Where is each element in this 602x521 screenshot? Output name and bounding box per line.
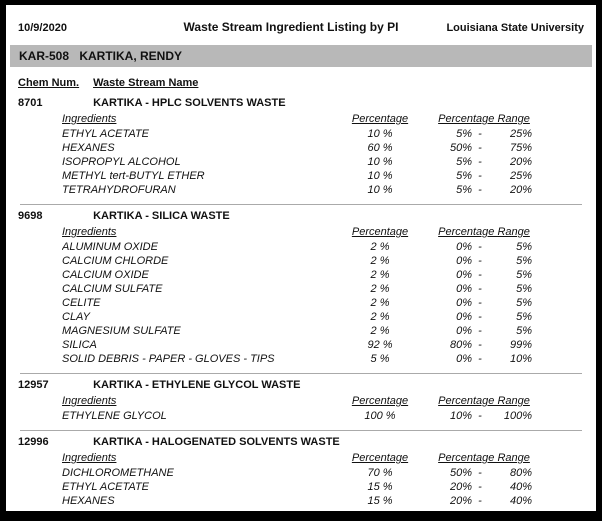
range-low: 20% [449,495,472,507]
ingredient-percentage: 2 % [370,325,390,337]
waste-stream-name: KARTIKA - ETHYLENE GLYCOL WASTE [93,379,301,391]
report-header [6,5,596,34]
ingredient-rows [6,410,596,424]
ingredient-name: CALCIUM SULFATE [62,283,163,295]
range-low: 5% [456,156,472,168]
range-high: 5% [516,297,532,309]
column-header-row [6,452,596,467]
range-high: 5% [516,241,532,253]
range-high: 25% [509,170,532,182]
section-divider [20,430,582,431]
ingredient-percentage-range [436,128,532,142]
ingredients-column-header: Ingredients [62,452,117,464]
range-high: 99% [509,339,532,351]
ingredient-percentage: 2 % [370,255,390,267]
range-dash: - [478,311,482,323]
section-title-row [6,436,596,450]
ingredient-name: CALCIUM OXIDE [62,269,149,281]
ingredient-name: TETRAHYDROFURAN [62,184,176,196]
range-high: 20% [509,184,532,196]
range-high: 40% [509,495,532,507]
ingredient-percentage: 10 % [367,170,393,182]
range-low: 0% [456,269,472,281]
range-dash: - [478,481,482,493]
ingredient-row [6,410,596,424]
ingredient-name: SOLID DEBRIS - PAPER - GLOVES - TIPS [62,353,275,365]
range-dash: - [478,410,482,422]
percentage-column-header: Percentage [351,226,409,238]
range-low: 80% [449,339,472,351]
ingredient-percentage-range [436,283,532,297]
ingredient-percentage: 60 % [367,142,393,154]
ingredient-name: ETHYL ACETATE [62,128,150,140]
ingredient-row [6,241,596,255]
range-high: 25% [509,128,532,140]
ingredient-percentage: 2 % [370,297,390,309]
waste-stream-section [6,436,596,516]
chem-num: 12957 [18,379,49,391]
ingredient-row [6,128,596,142]
report-date: 10/9/2020 [18,22,67,34]
ingredients-column-header: Ingredients [62,113,117,125]
range-dash: - [478,170,482,182]
range-high: 80% [509,467,532,479]
chem-num-column-header: Chem Num. [18,77,80,89]
ingredient-percentage-range [436,255,532,269]
ingredients-column-header: Ingredients [62,395,117,407]
range-high: 20% [509,156,532,168]
ingredient-name: HEXANES [62,495,115,507]
ingredient-row [6,339,596,353]
ingredient-percentage-range [436,297,532,311]
range-dash: - [478,142,482,154]
ingredient-percentage: 15 % [367,495,393,507]
range-dash: - [478,339,482,351]
waste-stream-section [6,97,596,205]
pi-header-bar [10,45,592,67]
chem-num: 12996 [18,436,49,448]
range-dash: - [478,297,482,309]
ingredient-row [6,156,596,170]
pi-name: KARTIKA, RENDY [79,49,183,63]
waste-stream-sections [6,97,596,516]
range-low: 0% [456,353,472,365]
ingredient-name: ISOPROPYL ALCOHOL [62,156,181,168]
range-low: 50% [449,142,472,154]
ingredient-percentage-range [436,481,532,495]
waste-stream-name-column-header: Waste Stream Name [93,77,199,89]
report-title: Waste Stream Ingredient Listing by PI [183,20,399,34]
column-header-row [6,395,596,410]
range-low: 20% [449,481,472,493]
ingredient-percentage: 100 % [364,410,396,422]
range-dash: - [478,156,482,168]
range-high: 10% [509,353,532,365]
range-dash: - [478,269,482,281]
range-low: 0% [456,283,472,295]
ingredient-row [6,353,596,367]
ingredient-percentage-range [436,170,532,184]
range-dash: - [478,128,482,140]
ingredient-percentage-range [436,339,532,353]
percentage-range-column-header: Percentage Range [438,452,530,464]
range-low: 0% [456,325,472,337]
ingredient-row [6,283,596,297]
ingredient-percentage: 10 % [367,184,393,196]
range-low: 10% [449,410,472,422]
section-divider [20,515,582,516]
ingredient-name: CLAY [62,311,90,323]
range-high: 5% [516,311,532,323]
waste-stream-name: KARTIKA - HPLC SOLVENTS WASTE [93,97,286,109]
waste-stream-section [6,210,596,374]
ingredient-percentage-range [436,184,532,198]
ingredient-name: ALUMINUM OXIDE [62,241,158,253]
ingredient-percentage: 2 % [370,311,390,323]
ingredient-row [6,297,596,311]
range-dash: - [478,283,482,295]
section-title-row [6,97,596,111]
percentage-column-header: Percentage [351,113,409,125]
percentage-range-column-header: Percentage Range [438,226,530,238]
range-low: 0% [456,311,472,323]
percentage-column-header: Percentage [351,452,409,464]
ingredient-percentage-range [436,269,532,283]
range-high: 5% [516,255,532,267]
percentage-range-column-header: Percentage Range [438,113,530,125]
ingredient-percentage-range [436,156,532,170]
range-dash: - [478,325,482,337]
ingredient-row [6,311,596,325]
ingredient-row [6,255,596,269]
range-high: 5% [516,325,532,337]
waste-stream-name: KARTIKA - HALOGENATED SOLVENTS WASTE [93,436,340,448]
range-high: 100% [503,410,532,422]
range-low: 0% [456,297,472,309]
ingredient-row [6,481,596,495]
ingredient-name: DICHLOROMETHANE [62,467,174,479]
ingredient-percentage-range [436,311,532,325]
ingredient-percentage-range [436,241,532,255]
range-dash: - [478,353,482,365]
range-low: 0% [456,241,472,253]
ingredient-row [6,495,596,509]
ingredient-percentage-range [436,495,532,509]
ingredient-percentage: 2 % [370,269,390,281]
ingredient-rows [6,467,596,509]
ingredient-percentage-range [436,467,532,481]
range-low: 5% [456,128,472,140]
ingredient-rows [6,128,596,198]
range-dash: - [478,241,482,253]
ingredient-name: MAGNESIUM SULFATE [62,325,181,337]
chem-num: 8701 [18,97,43,109]
ingredient-name: ETHYL ACETATE [62,481,150,493]
ingredient-percentage: 92 % [367,339,393,351]
range-dash: - [478,495,482,507]
range-dash: - [478,184,482,196]
ingredient-percentage: 2 % [370,283,390,295]
section-title-row [6,210,596,224]
percentage-column-header: Percentage [351,395,409,407]
ingredient-rows [6,241,596,367]
column-header-row [6,226,596,241]
ingredient-name: SILICA [62,339,97,351]
ingredient-name: HEXANES [62,142,115,154]
section-divider [20,204,582,205]
range-high: 40% [509,481,532,493]
waste-stream-name: KARTIKA - SILICA WASTE [93,210,230,222]
ingredient-row [6,184,596,198]
range-low: 0% [456,255,472,267]
table-header-row [6,77,596,92]
ingredient-percentage-range [436,142,532,156]
range-high: 75% [509,142,532,154]
ingredients-column-header: Ingredients [62,226,117,238]
ingredient-percentage-range [436,325,532,339]
pi-code: KAR-508 [19,49,70,63]
ingredient-percentage: 15 % [367,481,393,493]
ingredient-row [6,467,596,481]
range-high: 5% [516,269,532,281]
ingredient-percentage-range [436,353,532,367]
ingredient-percentage: 70 % [367,467,393,479]
ingredient-name: ETHYLENE GLYCOL [62,410,167,422]
ingredient-row [6,269,596,283]
ingredient-row [6,142,596,156]
organization-name: Louisiana State University [446,22,584,34]
section-title-row [6,379,596,393]
ingredient-name: CELITE [62,297,101,309]
range-low: 5% [456,184,472,196]
percentage-range-column-header: Percentage Range [438,395,530,407]
ingredient-row [6,325,596,339]
column-header-row [6,113,596,128]
waste-stream-section [6,379,596,431]
range-dash: - [478,467,482,479]
ingredient-row [6,170,596,184]
ingredient-percentage: 2 % [370,241,390,253]
ingredient-percentage-range [436,410,532,424]
ingredient-percentage: 10 % [367,128,393,140]
ingredient-name: METHYL tert-BUTYL ETHER [62,170,205,182]
section-divider [20,373,582,374]
ingredient-percentage: 10 % [367,156,393,168]
ingredient-percentage: 5 % [370,353,390,365]
chem-num: 9698 [18,210,43,222]
range-dash: - [478,255,482,267]
range-low: 50% [449,467,472,479]
range-high: 5% [516,283,532,295]
range-low: 5% [456,170,472,182]
ingredient-name: CALCIUM CHLORDE [62,255,169,267]
